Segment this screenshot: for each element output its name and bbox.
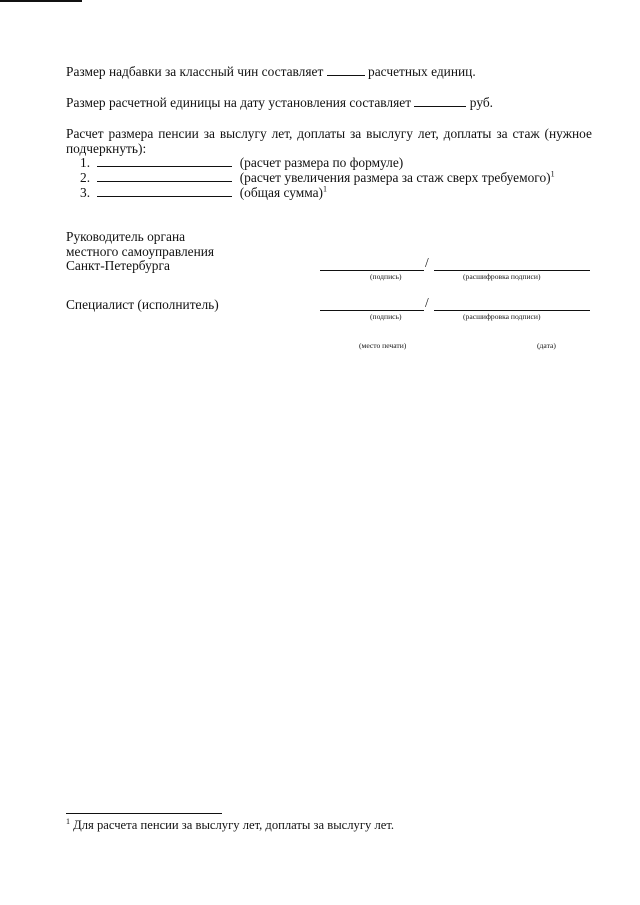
specialist-signature-slash: / [425, 295, 429, 310]
calc-item-label: (общая сумма) [239, 185, 323, 200]
head-title-line: Руководитель органа [66, 229, 186, 244]
calc-line1-word: доплаты [443, 126, 492, 141]
calc-line1-word: Расчет [66, 126, 104, 141]
head-signature-line [320, 270, 424, 271]
specialist-signature-caption: (подпись) [370, 312, 402, 321]
specialist-title: Специалист (исполнитель) [66, 297, 219, 312]
footnote-separator [66, 813, 222, 814]
unit-paragraph [66, 95, 493, 110]
calc-line1-word: за [496, 126, 508, 141]
calc-item-number: 3. [80, 185, 91, 200]
bonus-text-before: Размер надбавки за классный чин составляет [66, 64, 324, 79]
page-top-rule [0, 0, 82, 2]
calc-list-item [80, 155, 403, 170]
calc-paragraph-line2: подчеркнуть): [66, 141, 147, 156]
calc-list-item [80, 170, 555, 185]
calc-line1-word: доплаты [297, 126, 346, 141]
calc-line1-word: (нужное [544, 126, 592, 141]
calc-line1-word: лет, [271, 126, 293, 141]
calc-item-blank [97, 155, 232, 167]
head-title-line: местного самоуправления [66, 244, 215, 259]
unit-blank [414, 95, 466, 107]
footnote [66, 818, 394, 833]
calc-paragraph-line1 [66, 126, 592, 141]
calc-line1-word: лет, [417, 126, 439, 141]
calc-item-blank [97, 170, 232, 182]
bonus-paragraph [66, 64, 476, 79]
bonus-text-after: расчетных единиц. [368, 64, 476, 79]
calc-item-blank [97, 185, 232, 197]
calc-item-number: 1. [80, 155, 91, 170]
calc-item-number: 2. [80, 170, 91, 185]
bonus-blank [327, 64, 365, 76]
calc-item-label: (расчет увеличения размера за стаж сверх требуемого) [239, 170, 551, 185]
footnote-text: Для расчета пенсии за выслугу лет, доплаты за выслугу лет. [73, 818, 395, 832]
head-decode-caption: (расшифровка подписи) [463, 272, 541, 281]
calc-line1-word: за [350, 126, 362, 141]
calc-line1-word: за [203, 126, 215, 141]
stamp-place-caption: (место печати) [359, 341, 407, 350]
footnote-ref: 1 [550, 169, 555, 179]
specialist-decode-line [434, 310, 590, 311]
footnote-ref: 1 [323, 184, 327, 194]
calc-line1-word: выслугу [366, 126, 413, 141]
unit-text-before: Размер расчетной единицы на дату установления составляет [66, 95, 412, 110]
head-title-line: Санкт-Петербурга [66, 258, 170, 273]
calc-line1-word: стаж [512, 126, 540, 141]
calc-list-item [80, 185, 327, 200]
calc-item-label: (расчет размера по формуле) [239, 155, 404, 170]
head-decode-line [434, 270, 590, 271]
specialist-decode-caption: (расшифровка подписи) [463, 312, 541, 321]
unit-text-after: руб. [469, 95, 493, 110]
calc-line1-word: размера [108, 126, 154, 141]
date-caption: (дата) [537, 341, 556, 350]
calc-line1-word: пенсии [158, 126, 199, 141]
head-signature-caption: (подпись) [370, 272, 402, 281]
calc-line1-word: выслугу [219, 126, 267, 141]
head-signature-slash: / [425, 255, 429, 270]
specialist-signature-line [320, 310, 424, 311]
footnote-mark: 1 [66, 816, 70, 826]
